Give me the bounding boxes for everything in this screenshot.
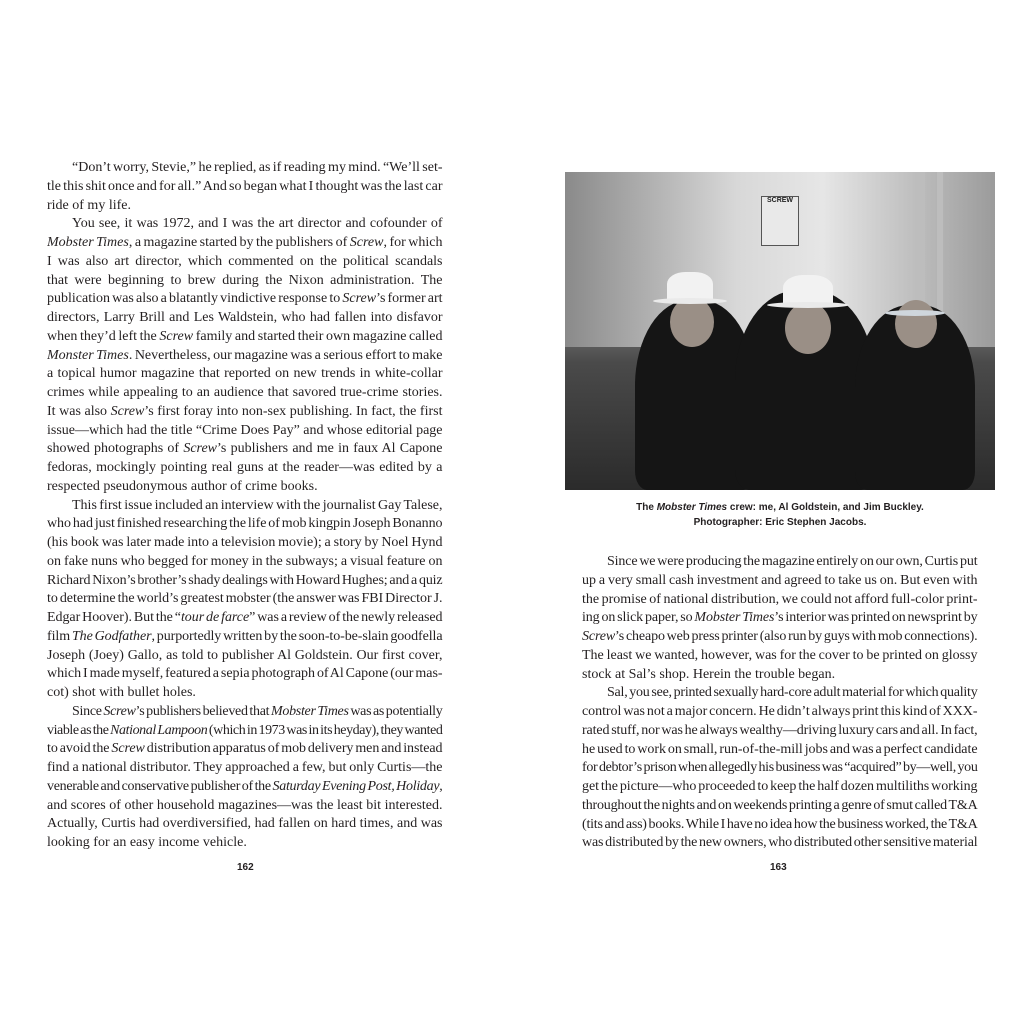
text-line bbox=[582, 703, 978, 722]
text-line bbox=[47, 253, 443, 272]
text-line bbox=[47, 290, 443, 309]
text-run: ’s interior was printed on newsprint by bbox=[774, 610, 978, 626]
text-line bbox=[47, 703, 443, 722]
text-run: The least we wanted, however, was for the cover to be printed on glossy bbox=[582, 647, 978, 663]
text-run: , a magazine started by the publishers of bbox=[128, 235, 350, 250]
text-run: find a national distributor. They approached a few, but only Curtis—the bbox=[47, 760, 443, 775]
text-line bbox=[582, 684, 978, 703]
photo-hat-brim bbox=[767, 302, 849, 308]
text-line-content bbox=[47, 572, 443, 591]
text-run: , for which bbox=[383, 235, 443, 250]
paragraph bbox=[47, 497, 443, 703]
text-run: cot) shot with bullet holes. bbox=[47, 685, 196, 700]
text-line-content bbox=[47, 684, 196, 703]
text-run: venerable and conservative publisher of the bbox=[47, 778, 273, 794]
text-run: stock at Sal’s shop. Herein the trouble began. bbox=[582, 666, 836, 682]
photo-hat-brim bbox=[653, 298, 727, 304]
photo-head bbox=[785, 302, 831, 354]
text-line-content bbox=[582, 572, 978, 591]
text-run: crimes while appealing to an audience that savored true-crime stories. bbox=[47, 385, 443, 400]
italic-text: Mobster Times bbox=[47, 235, 129, 250]
caption-text: crew: me, Al Goldstein, and Jim Buckley. bbox=[727, 502, 924, 513]
text-run: who had just finished researching the life of mob kingpin Joseph Bonanno bbox=[47, 516, 443, 532]
text-line-content bbox=[47, 797, 443, 816]
text-run: ’s former art bbox=[376, 291, 443, 307]
text-line-content bbox=[47, 328, 442, 347]
text-run: . Nevertheless, our magazine was a serious effort to make bbox=[128, 347, 443, 363]
text-run: Joseph (Joey) Gallo, as told to publisher Al Goldstein. Our first cover, bbox=[47, 647, 443, 663]
text-line-content bbox=[582, 609, 978, 628]
text-run: was as potentially bbox=[348, 703, 443, 719]
text-line-content bbox=[582, 628, 978, 647]
text-run: get the picture—who proceeded to keep the half dozen multiliths working bbox=[582, 779, 978, 794]
text-run: ride of my life. bbox=[47, 197, 131, 213]
text-line bbox=[47, 178, 443, 197]
text-line bbox=[47, 159, 443, 178]
text-line bbox=[47, 534, 443, 553]
text-line-content bbox=[47, 309, 443, 328]
text-line-content bbox=[47, 628, 442, 647]
text-line-content bbox=[47, 272, 443, 291]
italic-text: Screw bbox=[110, 403, 145, 419]
text-run: Sal, you see, printed sexually hard-core adult material for which quality bbox=[607, 685, 978, 701]
text-line bbox=[47, 478, 443, 497]
caption-credit: Photographer: Eric Stephen Jacobs. bbox=[693, 517, 867, 528]
text-line bbox=[582, 553, 978, 572]
text-run: looking for an easy income vehicle. bbox=[47, 835, 247, 850]
text-run: a topical humor magazine that reported on new trends in white-collar bbox=[47, 366, 443, 382]
text-line bbox=[47, 665, 443, 684]
text-line bbox=[582, 591, 978, 610]
photo-poster: SCREW bbox=[761, 196, 799, 246]
page-number: 163 bbox=[770, 862, 787, 873]
text-line bbox=[47, 384, 443, 403]
italic-text: National Lampoon bbox=[110, 722, 208, 738]
text-run: up a very small cash investment and agreed to take us on. But even with bbox=[582, 572, 978, 588]
text-line-content bbox=[47, 422, 443, 441]
text-run: Since bbox=[72, 703, 104, 719]
text-line-content bbox=[72, 703, 443, 722]
italic-text: Screw bbox=[159, 328, 194, 344]
text-line-content bbox=[47, 234, 443, 253]
text-run: “Don’t worry, Stevie,” he replied, as if reading my mind. “We’ll set- bbox=[72, 160, 443, 175]
text-line-content bbox=[47, 759, 443, 778]
text-line bbox=[47, 309, 443, 328]
text-line bbox=[47, 459, 443, 478]
text-run: fedoras, mockingly pointing real guns at the reader—was edited by a bbox=[47, 460, 443, 475]
text-line-content bbox=[47, 834, 247, 853]
text-line-content bbox=[47, 253, 443, 272]
text-line-content bbox=[582, 834, 978, 853]
text-run: publication was also a blatantly vindictive response to bbox=[47, 291, 343, 307]
text-run: respected pseudonymous author of crime books. bbox=[47, 478, 318, 494]
text-line-content bbox=[582, 797, 978, 816]
photo-head bbox=[670, 297, 714, 347]
text-line-content bbox=[582, 647, 978, 666]
text-line-content bbox=[47, 478, 318, 497]
text-line-content bbox=[47, 515, 443, 534]
text-line bbox=[47, 403, 443, 422]
text-line-content bbox=[582, 666, 835, 685]
text-run: viable as the bbox=[47, 722, 111, 738]
caption-text: The bbox=[636, 502, 657, 513]
text-run: rated stuff, nor was he always wealthy—driving luxury cars and all. In fact, bbox=[582, 722, 978, 738]
text-line bbox=[582, 647, 978, 666]
text-line-content bbox=[47, 553, 443, 572]
text-run: Edgar Hoover). But the “ bbox=[47, 610, 181, 625]
text-line-content bbox=[582, 759, 978, 778]
text-run: on fake nuns who begged for money in the subways; a visual feature on bbox=[47, 553, 443, 569]
text-run: ’s cheapo web press printer (also run by guys with mob connections). bbox=[615, 629, 978, 644]
text-run: , purportedly written by the soon-to-be-slain goodfella bbox=[151, 628, 443, 644]
text-line bbox=[582, 816, 978, 835]
text-run: Richard Nixon’s brother’s shady dealings with Howard Hughes; and a quiz bbox=[47, 572, 443, 588]
text-line bbox=[47, 215, 443, 234]
text-line bbox=[582, 778, 978, 797]
text-line bbox=[47, 778, 443, 797]
italic-text: Monster Times bbox=[47, 347, 129, 363]
body-text bbox=[47, 159, 443, 853]
text-run: throughout the nights and on weekends printing a genre of smut called T&A bbox=[582, 797, 978, 813]
text-run: This first issue included an interview with the journalist Gay Talese, bbox=[72, 497, 443, 513]
text-line-content bbox=[47, 347, 443, 366]
paragraph bbox=[47, 159, 443, 215]
text-line-content bbox=[47, 590, 443, 609]
text-run: the promise of national distribution, we could not afford full-color print- bbox=[582, 591, 978, 607]
text-run: It was also bbox=[47, 403, 111, 419]
text-run: showed photographs of bbox=[47, 441, 184, 457]
paragraph bbox=[47, 703, 443, 853]
text-line-content bbox=[72, 215, 443, 234]
italic-text: Screw bbox=[349, 235, 384, 250]
text-run: family and started their own magazine called bbox=[193, 328, 443, 344]
text-line bbox=[47, 440, 443, 459]
text-run: (his book was later made into a television movie); a story by Noel Hynd bbox=[47, 535, 443, 550]
text-line bbox=[47, 365, 443, 384]
photograph bbox=[565, 172, 995, 490]
italic-text: Screw bbox=[103, 703, 136, 719]
text-line bbox=[47, 647, 443, 666]
text-line bbox=[582, 797, 978, 816]
italic-text: Mobster Times bbox=[694, 610, 775, 626]
text-run: ’s publishers and me in faux Al Capone bbox=[217, 441, 443, 457]
text-line-content bbox=[582, 778, 978, 797]
text-line-content bbox=[582, 816, 978, 835]
text-line-content bbox=[47, 178, 443, 197]
photo-head bbox=[895, 300, 937, 348]
text-run: he used to work on small, run-of-the-mill jobs and was a perfect candidate bbox=[582, 741, 978, 757]
right-page bbox=[512, 0, 1024, 1024]
text-run: ’s publishers believed that bbox=[135, 703, 271, 719]
text-run: Since we were producing the magazine entirely on our own, Curtis put bbox=[607, 554, 978, 569]
text-line bbox=[47, 234, 443, 253]
text-line-content bbox=[582, 741, 978, 760]
text-line bbox=[47, 740, 443, 759]
text-line bbox=[47, 515, 443, 534]
text-run: for debtor’s prison when allegedly his business was “acquired” by—well, you bbox=[582, 760, 978, 776]
text-run: was distributed by the new owners, who distributed other sensitive material bbox=[582, 835, 978, 851]
caption-line bbox=[565, 500, 995, 515]
italic-text: Screw bbox=[582, 629, 616, 644]
caption-italic-text: Mobster Times bbox=[656, 502, 728, 513]
text-line-content bbox=[47, 609, 443, 628]
text-line bbox=[582, 572, 978, 591]
text-line-content bbox=[582, 591, 978, 610]
text-run: Actually, Curtis had overdiversified, had fallen on hard times, and was bbox=[47, 816, 443, 832]
text-line-content bbox=[47, 815, 443, 834]
italic-text: Screw bbox=[111, 741, 145, 757]
text-line bbox=[47, 572, 443, 591]
text-line-content bbox=[582, 703, 978, 722]
text-line-content bbox=[47, 534, 443, 553]
text-line bbox=[582, 759, 978, 778]
text-line bbox=[582, 666, 978, 685]
text-line bbox=[47, 628, 443, 647]
text-run: tle this shit once and for all.” And so began what I thought was the last car bbox=[47, 178, 443, 194]
text-line bbox=[47, 815, 443, 834]
text-run: (tits and ass) books. While I have no idea how the business worked, the T&A bbox=[582, 816, 978, 832]
text-line-content bbox=[47, 647, 443, 666]
text-line-content bbox=[47, 384, 443, 403]
paragraph bbox=[582, 553, 978, 684]
text-line bbox=[47, 497, 443, 516]
text-run: issue—which had the title “Crime Does Pay” and whose editorial page bbox=[47, 422, 443, 438]
text-line-content bbox=[47, 722, 442, 741]
text-run: You see, it was 1972, and I was the art director and cofounder of bbox=[72, 216, 443, 232]
text-line bbox=[47, 684, 443, 703]
text-run: that were beginning to brew during the Nixon administration. The bbox=[47, 272, 443, 288]
paragraph bbox=[582, 684, 978, 853]
text-run: ing on slick paper, so bbox=[582, 610, 695, 626]
italic-text: Saturday Evening Post, Holiday bbox=[272, 778, 440, 794]
body-text bbox=[582, 553, 978, 853]
text-line bbox=[47, 197, 443, 216]
italic-text: Mobster Times bbox=[270, 703, 349, 719]
text-line bbox=[47, 759, 443, 778]
text-line-content bbox=[582, 722, 978, 741]
italic-text: The Godfather bbox=[71, 628, 152, 644]
text-line-content bbox=[72, 159, 443, 178]
text-line bbox=[582, 834, 978, 853]
text-line-content bbox=[47, 365, 443, 384]
text-run: control was not a major concern. He didn’t always print this kind of XXX- bbox=[582, 704, 978, 719]
text-line-content bbox=[47, 665, 443, 684]
text-run: and scores of other household magazines—was the least bit interested. bbox=[47, 797, 443, 813]
text-line bbox=[47, 328, 443, 347]
text-line bbox=[582, 722, 978, 741]
text-line bbox=[47, 797, 443, 816]
text-run: film bbox=[47, 628, 72, 644]
text-run: to determine the world’s greatest mobster (the answer was FBI Director J. bbox=[47, 591, 443, 607]
italic-text: Screw bbox=[183, 441, 218, 457]
text-line-content bbox=[47, 778, 442, 797]
text-line-content bbox=[47, 403, 443, 422]
text-line bbox=[47, 590, 443, 609]
photo-visor bbox=[885, 310, 945, 316]
text-line bbox=[47, 609, 443, 628]
text-line-content bbox=[47, 740, 443, 759]
text-line bbox=[582, 741, 978, 760]
text-run: (which in 1973 was in its heyday), they wanted bbox=[207, 722, 443, 738]
text-line-content bbox=[47, 459, 443, 478]
text-run: I was also art director, which commented on the political scandals bbox=[47, 253, 443, 269]
text-line-content bbox=[47, 197, 131, 216]
text-line bbox=[582, 609, 978, 628]
text-run: , bbox=[439, 778, 443, 794]
text-run: distribution apparatus of mob delivery men and instead bbox=[144, 741, 443, 757]
text-run: to avoid the bbox=[47, 741, 112, 757]
text-line bbox=[582, 628, 978, 647]
text-line-content bbox=[47, 440, 443, 459]
text-line bbox=[47, 834, 443, 853]
italic-text: tour de farce bbox=[180, 610, 250, 625]
text-line bbox=[47, 722, 443, 741]
text-line-content bbox=[607, 684, 978, 703]
page-number: 162 bbox=[237, 862, 254, 873]
italic-text: Screw bbox=[342, 291, 377, 307]
text-run: when they’d left the bbox=[47, 328, 160, 344]
text-line bbox=[47, 422, 443, 441]
text-line bbox=[47, 272, 443, 291]
text-run: ’s first foray into non-sex publishing. In fact, the first bbox=[144, 403, 443, 419]
text-line-content bbox=[607, 553, 978, 572]
text-line-content bbox=[72, 497, 443, 516]
photo-caption bbox=[565, 500, 995, 530]
text-run: which I made myself, featured a sepia photograph of Al Capone (our mas- bbox=[47, 666, 443, 682]
text-run: directors, Larry Brill and Les Waldstein, who had fallen into disfavor bbox=[47, 310, 443, 325]
text-line bbox=[47, 553, 443, 572]
text-run: ” was a review of the newly released bbox=[249, 610, 443, 625]
text-line-content bbox=[47, 290, 443, 309]
text-line bbox=[47, 347, 443, 366]
paragraph bbox=[47, 215, 443, 496]
